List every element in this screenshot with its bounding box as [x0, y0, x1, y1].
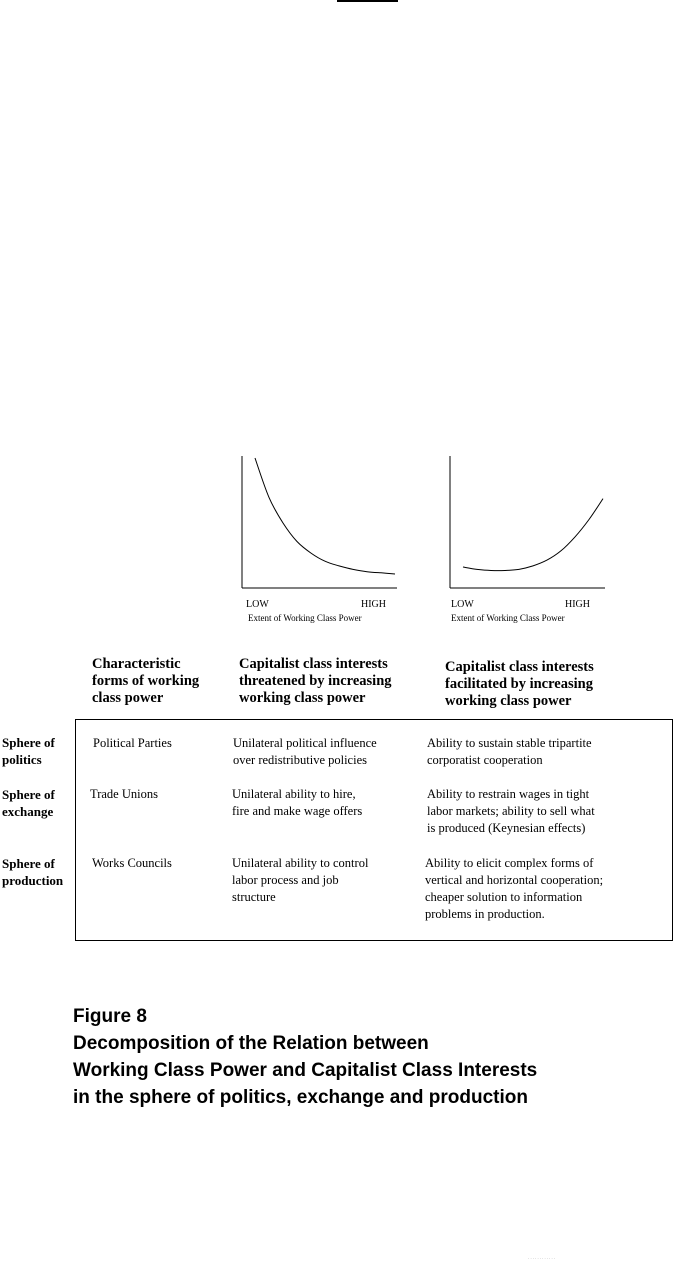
- chart-threatened-x-high-label: HIGH: [361, 599, 386, 610]
- row-label-politics: Sphere of politics: [2, 735, 55, 767]
- cell-politics-form: Political Parties: [93, 736, 172, 750]
- column-heading-threatened: Capitalist class interests threatened by increasing working class power: [239, 656, 392, 706]
- chart-threatened-x-title: Extent of Working Class Power: [248, 613, 362, 623]
- facilitated-interests-chart: [443, 455, 608, 595]
- threatened-interests-chart: [235, 455, 400, 595]
- chart-threatened-curve: [255, 458, 395, 574]
- chart-facilitated-curve: [463, 499, 603, 571]
- row-label-production: Sphere of production: [2, 856, 64, 888]
- chart-facilitated-x-title: Extent of Working Class Power: [451, 613, 565, 623]
- footer-note: · · · · · · · · · · · ·: [528, 1256, 555, 1261]
- chart-facilitated-x-low-label: LOW: [451, 599, 474, 610]
- cell-production-facilitated: Ability to elicit complex forms of vertical and horizontal cooperation; cheaper solution to information problems in production.: [425, 856, 604, 921]
- figure-caption: [73, 1003, 537, 1111]
- figure-number: Figure 8: [73, 1006, 147, 1027]
- cell-politics-threatened: Unilateral political influence over redistributive policies: [233, 736, 377, 767]
- cell-production-form: Works Councils: [92, 856, 172, 870]
- cell-exchange-threatened: Unilateral ability to hire, fire and make wage offers: [232, 787, 363, 818]
- figure-title-line-2: Working Class Power and Capitalist Class Interests: [73, 1060, 538, 1081]
- cell-politics-facilitated: Ability to sustain stable tripartite corporatist cooperation: [427, 736, 592, 767]
- cell-production-threatened: Unilateral ability to control labor process and job structure: [232, 856, 369, 904]
- chart-threatened-x-low-label: LOW: [246, 599, 269, 610]
- top-rule: [337, 0, 398, 2]
- column-heading-forms: Characteristic forms of working class power: [92, 656, 200, 706]
- figure-title-line-1: Decomposition of the Relation between: [73, 1033, 429, 1054]
- chart-facilitated-x-high-label: HIGH: [565, 599, 590, 610]
- cell-exchange-form: Trade Unions: [90, 787, 158, 801]
- row-label-exchange: Sphere of exchange: [2, 787, 55, 819]
- cell-exchange-facilitated: Ability to restrain wages in tight labor markets; ability to sell what is produced (Keynesian effects): [427, 787, 595, 835]
- column-heading-facilitated: Capitalist class interests facilitated by increasing working class power: [445, 659, 594, 709]
- figure-title-line-3: in the sphere of politics, exchange and production: [73, 1087, 528, 1108]
